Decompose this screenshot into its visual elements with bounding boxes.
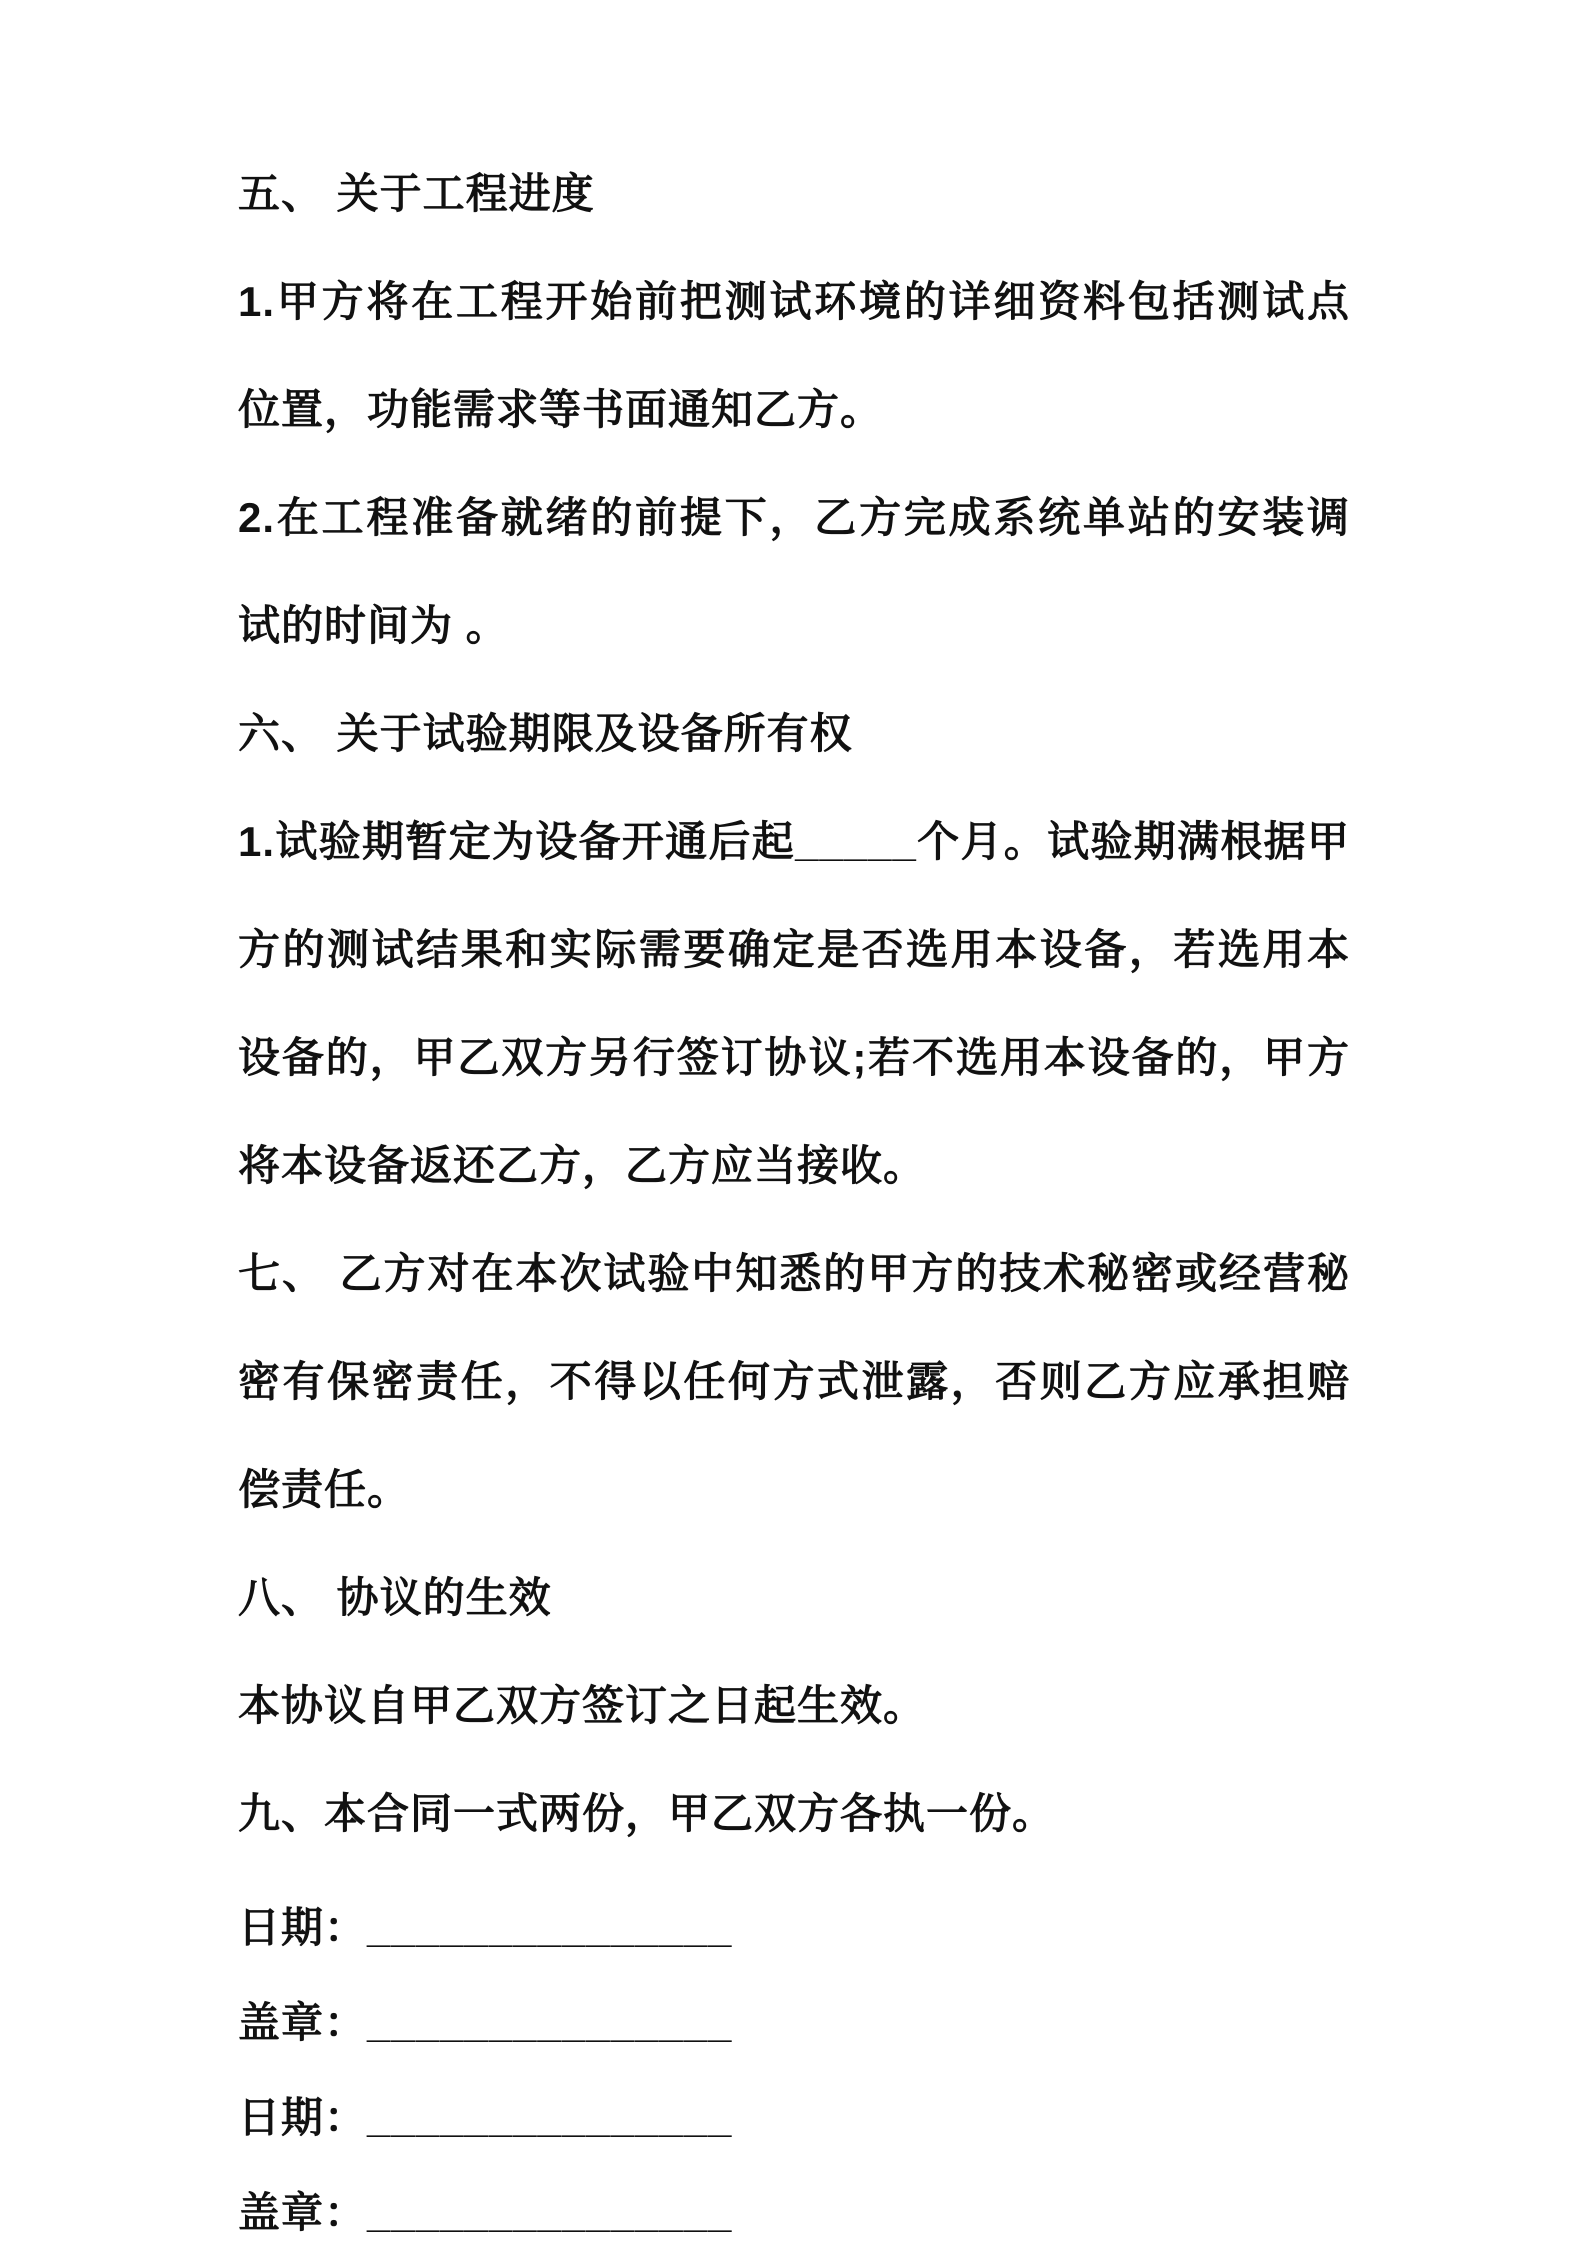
section-5-heading: 五、 关于工程进度 — [238, 170, 595, 217]
clause-5-2: 2.在工程准备就绪的前提下，乙方完成系统单站的安装调试的时间为 。 — [238, 494, 1350, 649]
signature-block — [238, 1880, 1350, 2244]
section-7-clause: 七、 乙方对在本次试验中知悉的甲方的技术秘密或经营秘密有保密责任，不得以任何方式泄露，否则乙方应承担赔偿责任。 — [238, 1250, 1350, 1513]
signature-date-line-1: 日期：_______________ — [238, 1904, 733, 1951]
clause-5-1: 1.甲方将在工程开始前把测试环境的详细资料包括测试点位置，功能需求等书面通知乙方。 — [238, 278, 1350, 433]
section-6-heading: 六、 关于试验期限及设备所有权 — [238, 710, 853, 757]
section-8-heading: 八、 协议的生效 — [238, 1574, 552, 1621]
signature-seal-line-2: 盖章：_______________ — [238, 2189, 733, 2236]
clause-6-1: 1.试验期暂定为设备开通后起_____个月。试验期满根据甲方的测试结果和实际需要确定是否选用本设备，若选用本设备的，甲乙双方另行签订协议;若不选用本设备的，甲方将本设备返还乙方，乙方应当接收。 — [238, 818, 1350, 1189]
signature-date-line-2: 日期：_______________ — [238, 2094, 733, 2141]
contract-body — [238, 140, 1350, 2244]
section-8-body: 本协议自甲乙双方签订之日起生效。 — [238, 1682, 927, 1729]
section-9-clause: 九、本合同一式两份，甲乙双方各执一份。 — [238, 1790, 1056, 1837]
signature-seal-line-1: 盖章：_______________ — [238, 1999, 733, 2046]
